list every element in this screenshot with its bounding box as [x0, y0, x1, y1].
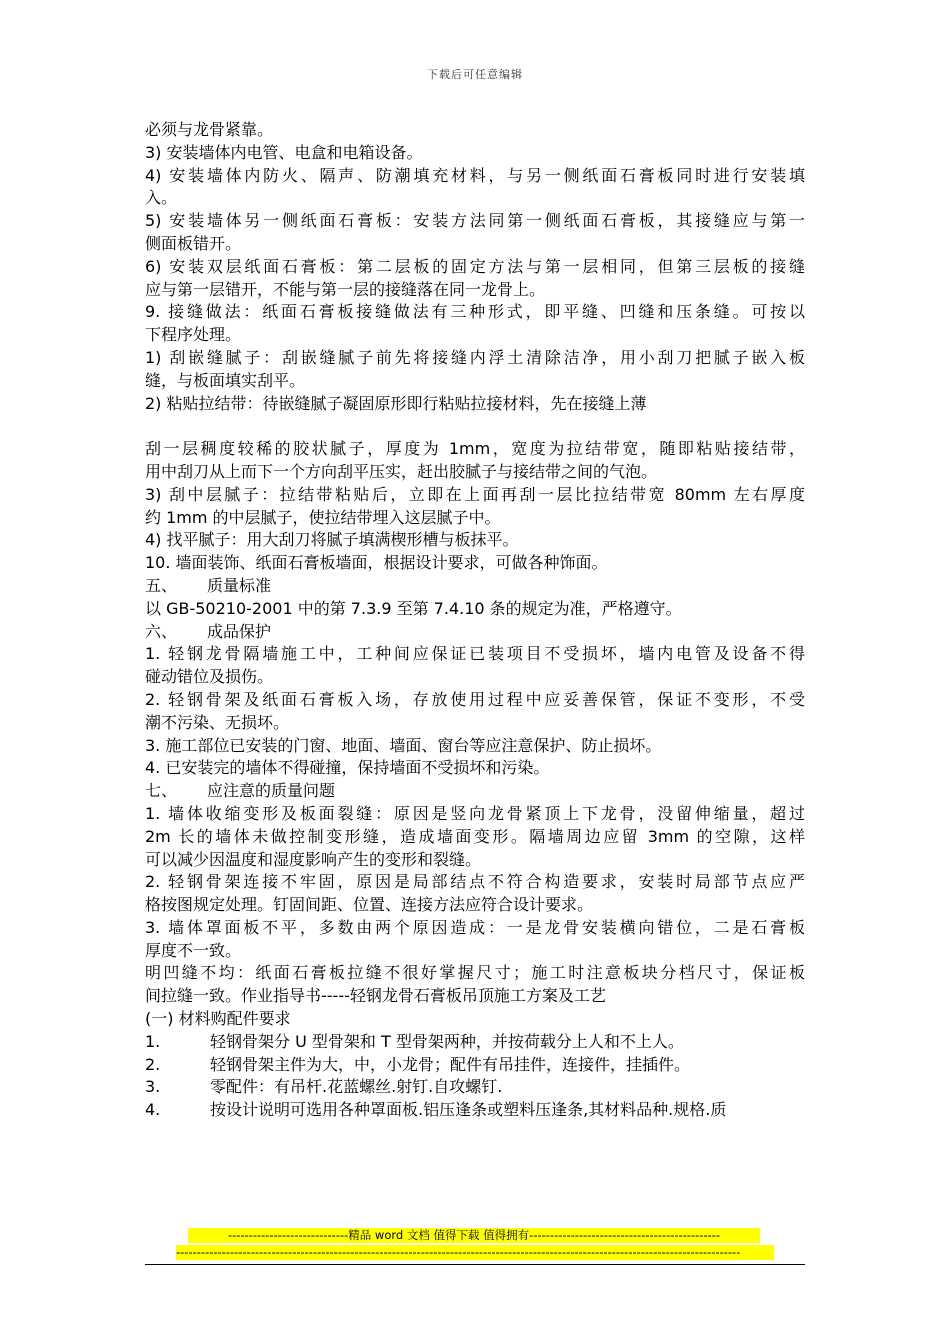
paragraph-line: 间拉缝一致。作业指导书-----轻钢龙骨石膏板吊顶施工方案及工艺 [145, 986, 606, 1006]
paragraph-line: 1) 刮嵌缝腻子：刮嵌缝腻子前先将接缝内浮土清除洁净，用小刮刀把腻子嵌入板 [145, 347, 805, 367]
paragraph-line: 3) 安装墙体内电管、电盒和电箱设备。 [145, 142, 423, 162]
item-number: 4. [145, 1100, 161, 1120]
section-number: 六、 [145, 621, 178, 641]
paragraph-line: 10. 墙面装饰、纸面石膏板墙面，根据设计要求，可做各种饰面。 [145, 553, 608, 573]
footer-dash-line: ---------------------------------------------------------------------------------------------------------------------------------------- [176, 1245, 774, 1260]
item-number: 2. [145, 1054, 161, 1074]
paragraph-line: 以 GB-50210-2001 中的第 7.3.9 至第 7.4.10 条的规定为准，严格遵守。 [145, 598, 682, 618]
paragraph-line: 4) 安装墙体内防火、隔声、防潮填充材料，与另一侧纸面石膏板同时进行安装填 [145, 165, 805, 185]
paragraph-line: 潮不污染、无损坏。 [145, 712, 290, 732]
paragraph-line: 4. 已安装完的墙体不得碰撞，保持墙面不受损坏和污染。 [145, 758, 550, 778]
paragraph-line: 入。 [145, 188, 178, 208]
item-number: 1. [145, 1031, 161, 1051]
paragraph-line: 2. 轻钢骨架及纸面石膏板入场，存放使用过程中应妥善保管，保证不变形，不受 [145, 689, 805, 709]
paragraph-line: 3) 刮中层腻子：拉结带粘贴后，立即在上面再刮一层比拉结带宽 80mm 左右厚度 [145, 484, 805, 504]
paragraph-line: 碰动错位及损伤。 [145, 667, 274, 687]
footer-banner: -----------------------------精品 word 文档 值得下载 值得拥有---------------------------------------------- [188, 1228, 760, 1243]
numbered-item [145, 1099, 805, 1122]
section-heading [145, 780, 805, 803]
section-title: 应注意的质量问题 [207, 781, 336, 801]
paragraph-line: 1. 轻钢龙骨隔墙施工中，工种间应保证已装项目不受损坏，墙内电管及设备不得 [145, 644, 805, 664]
paragraph-line: 必须与龙骨紧靠。 [145, 120, 274, 139]
paragraph-line: 侧面板错开。 [145, 233, 242, 253]
paragraph-line: 5) 安装墙体另一侧纸面石膏板：安装方法同第一侧纸面石膏板，其接缝应与第一 [145, 211, 805, 231]
paragraph-line: 明凹缝不均：纸面石膏板拉缝不很好掌握尺寸；施工时注意板块分档尺寸，保证板 [145, 963, 805, 983]
paragraph-line: 缝，与板面填实刮平。 [145, 370, 306, 390]
footer-rule [145, 1264, 805, 1265]
item-text: 按设计说明可选用各种罩面板.铝压逢条或塑料压逢条,其材料品种.规格.质 [210, 1100, 727, 1120]
paragraph-line: 约 1mm 的中层腻子，使拉结带埋入这层腻子中。 [145, 507, 501, 527]
section-number: 七、 [145, 781, 178, 801]
section-title: 成品保护 [207, 621, 272, 641]
paragraph-line: 应与第一层错开，不能与第一层的接缝落在同一龙骨上。 [145, 279, 546, 299]
paragraph-line: 厚度不一致。 [145, 940, 242, 960]
paragraph-line: 格按图规定处理。钉固间距、位置、连接方法应符合设计要求。 [145, 895, 594, 915]
paragraph-line: 刮一层稠度较稀的胶状腻子，厚度为 1mm，宽度为拉结带宽，随即粘贴接结带， [145, 439, 805, 459]
paragraph-line: 6) 安装双层纸面石膏板：第二层板的固定方法与第一层相同，但第三层板的接缝 [145, 256, 805, 276]
item-number: 3. [145, 1077, 161, 1097]
section-heading [145, 621, 805, 644]
paragraph-line: 3. 墙体罩面板不平，多数由两个原因造成：一是龙骨安装横向错位，二是石膏板 [145, 917, 805, 937]
item-text: 零配件：有吊杆.花蓝螺丝.射钉.自攻螺钉. [210, 1077, 503, 1097]
paragraph-line: 4) 找平腻子：用大刮刀将腻子填满楔形槽与板抹平。 [145, 530, 519, 550]
numbered-item [145, 1031, 805, 1054]
paragraph-line: 3. 施工部位已安装的门窗、地面、墙面、窗台等应注意保护、防止损坏。 [145, 735, 662, 755]
paragraph-line: 用中刮刀从上而下一个方向刮平压实，赶出胶腻子与接结带之间的气泡。 [145, 461, 658, 481]
paragraph-line: 2m 长的墙体未做控制变形缝，造成墙面变形。隔墙周边应留 3mm 的空隙，这样 [145, 826, 805, 846]
paragraph-line: 2. 轻钢骨架连接不牢固，原因是局部结点不符合构造要求，安装时局部节点应严 [145, 872, 805, 892]
page-header: 下载后可任意编辑 [427, 68, 523, 81]
document-body [145, 119, 805, 1122]
blank-line [145, 415, 805, 438]
paragraph-line: (一) 材料购配件要求 [145, 1009, 291, 1029]
item-text: 轻钢骨架分 U 型骨架和 T 型骨架两种，并按荷载分上人和不上人。 [210, 1031, 684, 1051]
section-title: 质量标准 [207, 575, 272, 595]
paragraph-line: 2) 粘贴拉结带：待嵌缝腻子凝固原形即行粘贴拉接材料，先在接缝上薄 [145, 393, 647, 413]
paragraph-line: 可以减少因温度和湿度影响产生的变形和裂缝。 [145, 849, 482, 869]
paragraph-line: 9. 接缝做法：纸面石膏板接缝做法有三种形式，即平缝、凹缝和压条缝。可按以 [145, 302, 805, 322]
numbered-item [145, 1076, 805, 1099]
paragraph-line: 下程序处理。 [145, 325, 242, 345]
paragraph-line: 1. 墙体收缩变形及板面裂缝：原因是竖向龙骨紧顶上下龙骨，没留伸缩量，超过 [145, 803, 805, 823]
item-text: 轻钢骨架主件为大，中，小龙骨；配件有吊挂件，连接件，挂插件。 [210, 1054, 691, 1074]
section-number: 五、 [145, 575, 178, 595]
numbered-item [145, 1054, 805, 1077]
section-heading [145, 575, 805, 598]
